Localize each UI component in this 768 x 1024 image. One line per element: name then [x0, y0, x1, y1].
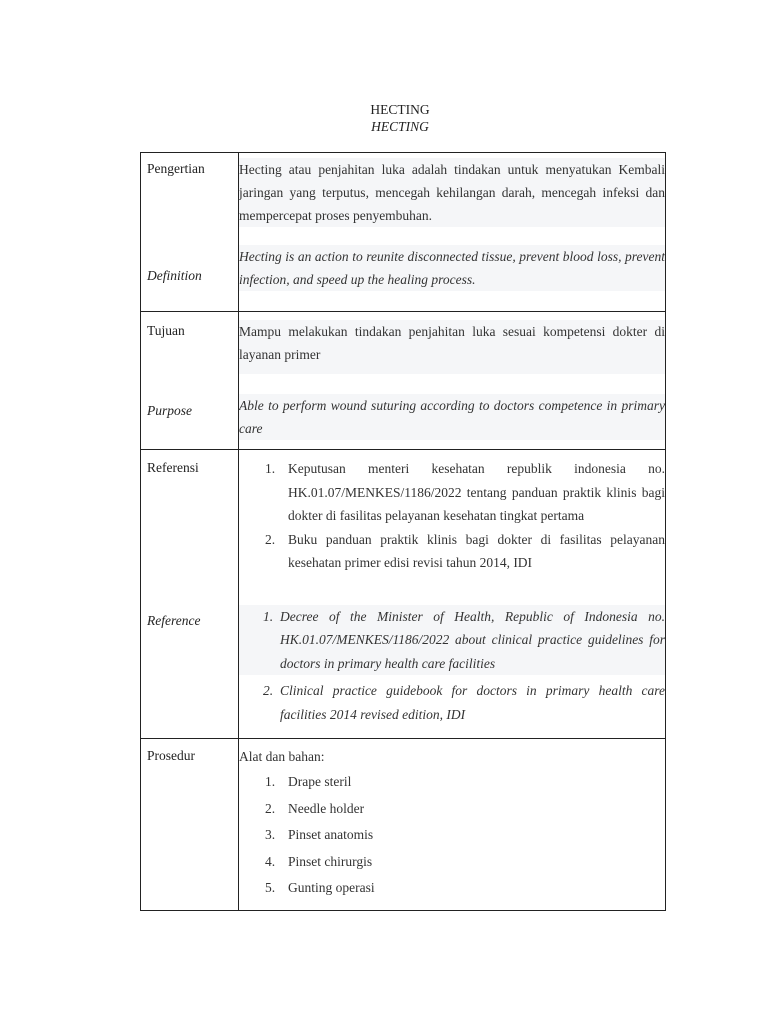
label-cell-prosedur — [141, 739, 239, 911]
label-pengertian: Pengertian — [147, 161, 205, 176]
reference-list-id — [239, 457, 665, 575]
row-referensi — [141, 450, 666, 739]
row-tujuan — [141, 312, 666, 450]
label-tujuan: Tujuan — [147, 323, 185, 338]
tools-intro: Alat dan bahan: — [239, 749, 325, 764]
list-item — [239, 457, 665, 528]
tools-list — [239, 769, 665, 902]
label-cell-tujuan — [141, 312, 239, 450]
list-item — [239, 679, 665, 726]
list-number: 4. — [265, 853, 276, 869]
reference-list-en — [239, 605, 665, 727]
tool-name: Needle holder — [288, 800, 365, 816]
label-cell-referensi — [141, 450, 239, 739]
title-main: HECTING — [370, 102, 430, 117]
label-definition: Definition — [147, 268, 202, 283]
list-item — [239, 605, 665, 676]
list-number: 1. — [265, 774, 276, 789]
list-number: 2. — [265, 531, 276, 547]
sop-table — [140, 152, 666, 911]
tool-name: Pinset chirurgis — [288, 853, 373, 869]
label-cell-pengertian — [141, 153, 239, 312]
row-prosedur — [141, 739, 666, 911]
list-item — [239, 822, 665, 849]
purpose-text-id: Mampu melakukan tindakan penjahitan luka sesuai kompetensi dokter di layanan primer — [239, 320, 665, 374]
title-sub: HECTING — [371, 119, 429, 134]
tool-name: Pinset anatomis — [288, 827, 374, 842]
list-number: 1. — [263, 608, 274, 624]
list-item — [239, 849, 665, 876]
tool-name: Gunting operasi — [288, 880, 375, 895]
label-prosedur: Prosedur — [147, 748, 195, 763]
definition-text-en: Hecting is an action to reunite disconnected tissue, prevent blood loss, prevent infection, and speed up the healing process. — [239, 245, 665, 291]
label-referensi: Referensi — [147, 460, 199, 475]
content-referensi — [239, 450, 666, 739]
reference-text: Keputusan menteri kesehatan republik indonesia no. HK.01.07/MENKES/1186/2022 tentang panduan praktik klinis bagi dokter di fasilitas pelayanan kesehatan tingkat pertama — [288, 461, 665, 523]
list-item — [239, 528, 665, 575]
purpose-text-en: Able to perform wound suturing according to doctors competence in primary care — [239, 394, 665, 440]
row-pengertian — [141, 153, 666, 312]
content-pengertian — [239, 153, 666, 312]
content-prosedur — [239, 739, 666, 911]
reference-text: Clinical practice guidebook for doctors in primary health care facilities 2014 revised edition, IDI — [280, 683, 665, 722]
list-number: 5. — [265, 880, 276, 895]
label-reference: Reference — [147, 613, 201, 628]
list-number: 3. — [265, 827, 276, 842]
content-tujuan — [239, 312, 666, 450]
tool-name: Drape steril — [288, 774, 352, 789]
list-number: 2. — [265, 800, 276, 816]
list-item — [239, 875, 665, 902]
reference-text: Decree of the Minister of Health, Republic of Indonesia no. HK.01.07/MENKES/1186/2022 about clinical practice guidelines for doctors in primary health care facilities — [280, 608, 665, 671]
definition-text-id: Hecting atau penjahitan luka adalah tindakan untuk menyatukan Kembali jaringan yang terputus, mencegah kehilangan darah, mencegah infeksi dan mempercepat proses penyembuhan. — [239, 158, 665, 227]
document-title — [0, 101, 768, 135]
reference-text: Buku panduan praktik klinis bagi dokter di fasilitas pelayanan kesehatan primer edisi revisi tahun 2014, IDI — [288, 531, 665, 570]
label-purpose: Purpose — [147, 403, 192, 418]
list-number: 1. — [265, 461, 276, 476]
list-item — [239, 796, 665, 823]
list-number: 2. — [263, 683, 274, 698]
list-item — [239, 769, 665, 796]
